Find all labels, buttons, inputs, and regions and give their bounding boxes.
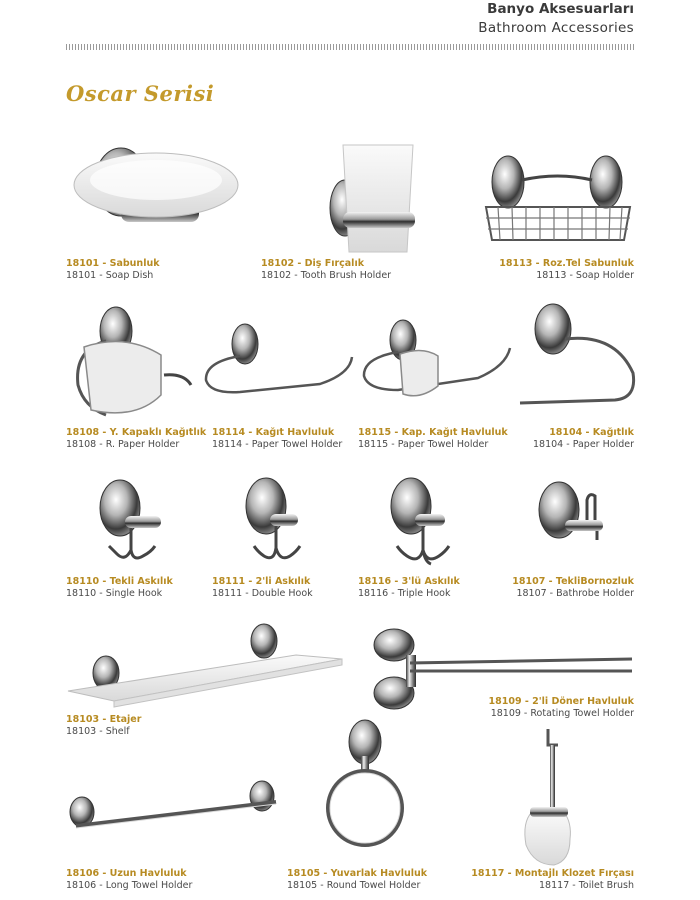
product-caption	[533, 427, 634, 451]
bathrobe-holder-icon	[535, 478, 615, 568]
product-caption	[66, 427, 206, 451]
product-name-en: 18102 - Tooth Brush Holder	[261, 270, 392, 281]
header-divider	[66, 44, 635, 50]
product-caption	[261, 258, 391, 282]
covered-paper-towel-holder-icon	[358, 318, 518, 408]
product-name-en: 18106 - Long Towel Holder	[66, 880, 193, 891]
product-caption	[512, 576, 634, 600]
toilet-brush-icon	[512, 727, 582, 867]
product-name-en: 18113 - Soap Holder	[536, 270, 634, 281]
product-name-tr: 18103 - Etajer	[66, 714, 142, 725]
product-caption	[471, 868, 634, 892]
product-name-tr: 18116 - 3'lü Askılık	[358, 576, 460, 587]
product-name-en: 18115 - Paper Towel Holder	[358, 439, 489, 450]
product-caption	[489, 696, 634, 720]
triple-hook-icon	[385, 476, 470, 571]
product-name-en: 18101 - Soap Dish	[66, 270, 154, 281]
product-caption	[358, 576, 460, 600]
product-name-tr: 18113 - Roz.Tel Sabunluk	[499, 258, 634, 269]
tooth-brush-holder-icon	[325, 140, 425, 255]
product-name-en: 18104 - Paper Holder	[533, 439, 634, 450]
product-name-tr: 18102 - Diş Fırçalık	[261, 258, 365, 269]
product-name-tr: 18104 - Kağıtlık	[549, 427, 634, 438]
product-name-en: 18108 - R. Paper Holder	[66, 439, 180, 450]
soap-dish-icon	[66, 140, 246, 250]
product-name-en: 18117 - Toilet Brush	[539, 880, 634, 891]
round-towel-holder-icon	[325, 720, 425, 855]
shelf-icon	[66, 625, 346, 715]
product-name-tr: 18105 - Yuvarlak Havluluk	[287, 868, 428, 879]
paper-holder-icon	[515, 303, 640, 408]
product-caption	[66, 868, 192, 892]
product-name-tr: 18111 - 2'li Askılık	[212, 576, 311, 587]
double-hook-icon	[240, 476, 320, 571]
product-name-en: 18110 - Single Hook	[66, 588, 163, 599]
page-header	[478, 0, 634, 38]
product-caption	[66, 258, 160, 282]
product-name-tr: 18109 - 2'li Döner Havluluk	[488, 696, 634, 707]
product-caption	[66, 576, 173, 600]
product-name-tr: 18117 - Montajlı Klozet Fırçası	[471, 868, 634, 879]
product-caption	[212, 427, 342, 451]
covered-paper-holder-icon	[66, 305, 196, 423]
product-caption	[499, 258, 634, 282]
single-hook-icon	[95, 478, 175, 568]
product-name-tr: 18108 - Y. Kapaklı Kağıtlık	[66, 427, 207, 438]
product-name-en: 18105 - Round Towel Holder	[287, 880, 421, 891]
product-caption	[66, 714, 141, 738]
series-title: Oscar Serisi	[66, 81, 215, 106]
product-name-en: 18114 - Paper Towel Holder	[212, 439, 343, 450]
product-caption	[358, 427, 508, 451]
product-caption	[287, 868, 427, 892]
product-name-en: 18109 - Rotating Towel Holder	[490, 708, 634, 719]
product-name-en: 18111 - Double Hook	[212, 588, 313, 599]
header-title-en: Bathroom Accessories	[478, 20, 634, 36]
product-name-en: 18116 - Triple Hook	[358, 588, 451, 599]
header-title-tr: Banyo Aksesuarları	[487, 1, 634, 17]
product-caption	[212, 576, 313, 600]
product-name-tr: 18106 - Uzun Havluluk	[66, 868, 187, 879]
product-name-tr: 18107 - TekliBornozluk	[512, 576, 634, 587]
product-name-en: 18107 - Bathrobe Holder	[516, 588, 634, 599]
product-name-tr: 18110 - Tekli Askılık	[66, 576, 173, 587]
product-name-en: 18103 - Shelf	[66, 726, 130, 737]
long-towel-holder-icon	[66, 782, 286, 837]
wire-soap-holder-icon	[478, 152, 638, 252]
paper-towel-holder-icon	[200, 322, 360, 402]
product-name-tr: 18101 - Sabunluk	[66, 258, 160, 269]
product-name-tr: 18114 - Kağıt Havluluk	[212, 427, 335, 438]
product-name-tr: 18115 - Kap. Kağıt Havluluk	[358, 427, 508, 438]
